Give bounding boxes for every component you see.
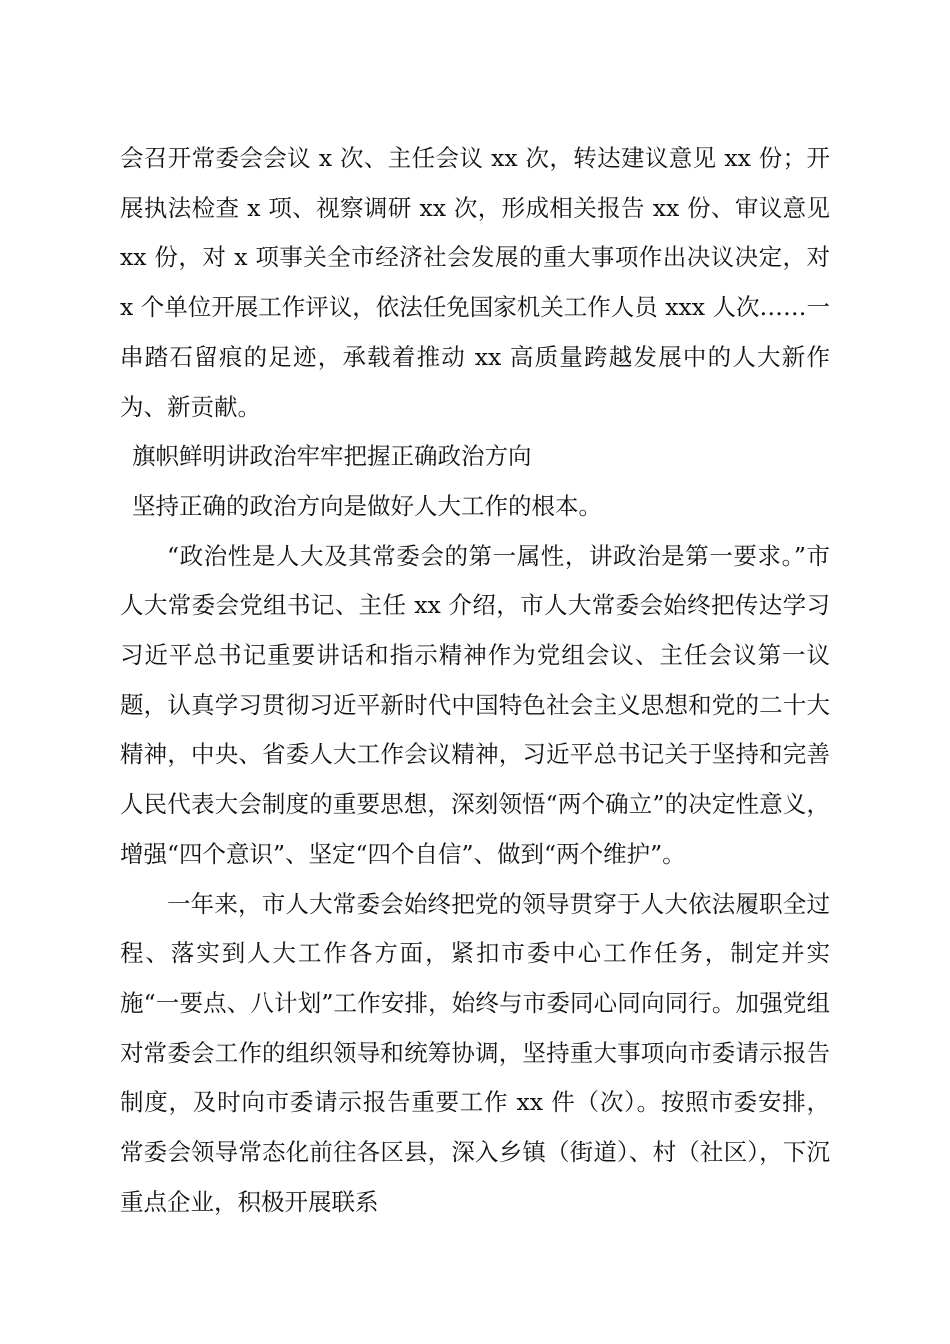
paragraph-lead: 坚持正确的政治方向是做好人大工作的根本。 xyxy=(132,491,602,520)
document-body xyxy=(120,134,838,1227)
section-heading: 旗帜鲜明讲政治牢牢把握正确政治方向 xyxy=(132,442,532,471)
paragraph-year-review: 一年来，市人大常委会始终把党的领导贯穿于人大依法履职全过程、落实到人大工作各方面，紧扣市委中心工作任务，制定并实施“一要点、八计划”工作安排，始终与市委同心同向同行。加强党组对常委会工作的组织领导和统筹协调，坚持重大事项向市委请示报告制度，及时向市委请示报告重要工作 xx 件（次）。按照市委安排，常委会领导常态化前往各区县，深入乡镇（街道）、村（社区），下沉重点企业，积极开展联系 xyxy=(120,889,830,1216)
paragraph-quote: “政治性是人大及其常委会的第一属性，讲政治是第一要求。”市人大常委会党组书记、主任 xx 介绍，市人大常委会始终把传达学习习近平总书记重要讲话和指示精神作为党组会议、主任会议第一议题，认真学习贯彻习近平新时代中国特色社会主义思想和党的二十大精神，中央、省委人大工作会议精神，习近平总书记关于坚持和完善人民代表大会制度的重要思想，深刻领悟“两个确立”的决定性意义，增强“四个意识”、坚定“四个自信”、做到“两个维护”。 xyxy=(120,541,830,868)
paragraph-continuation: 会召开常委会会议 x 次、主任会议 xx 次，转达建议意见 xx 份；开展执法检查 x 项、视察调研 xx 次，形成相关报告 xx 份、审议意见 xx 份，对 x 项事关全市经济社会发展的重大事项作出决议决定，对 x 个单位开展工作评议，依法任免国家机关工作人员 xxx 人次……一串踏石留痕的足迹，承载着推动 xx 高质量跨越发展中的人大新作为、新贡献。 xyxy=(120,144,838,421)
